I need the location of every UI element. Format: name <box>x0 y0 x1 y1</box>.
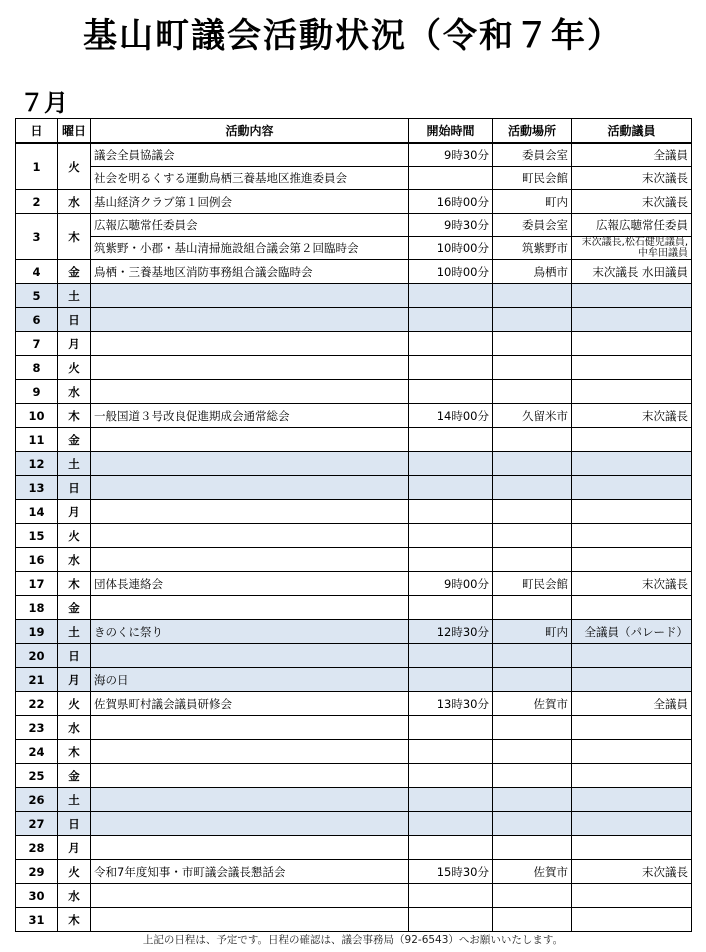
table-row <box>16 668 692 692</box>
members-cell <box>572 884 692 908</box>
table-row <box>16 812 692 836</box>
time-cell <box>409 812 493 836</box>
weekday-cell: 火 <box>58 143 91 190</box>
time-cell <box>409 167 493 190</box>
weekday-cell: 土 <box>58 284 91 308</box>
day-cell: 16 <box>16 548 58 572</box>
weekday-cell: 月 <box>58 332 91 356</box>
weekday-cell: 月 <box>58 836 91 860</box>
activity-cell: 筑紫野・小郡・基山清掃施設組合議会第２回臨時会 <box>91 237 409 260</box>
time-cell <box>409 716 493 740</box>
place-cell <box>493 284 572 308</box>
members-cell <box>572 548 692 572</box>
table-row <box>16 620 692 644</box>
activity-cell <box>91 908 409 932</box>
time-cell <box>409 548 493 572</box>
day-cell: 23 <box>16 716 58 740</box>
time-cell <box>409 428 493 452</box>
members-cell <box>572 836 692 860</box>
time-cell: 9時30分 <box>409 143 493 167</box>
weekday-cell: 火 <box>58 860 91 884</box>
activity-cell: 団体長連絡会 <box>91 572 409 596</box>
day-cell: 21 <box>16 668 58 692</box>
members-cell: 末次議長 <box>572 167 692 190</box>
table-row <box>16 260 692 284</box>
activity-cell <box>91 764 409 788</box>
day-cell: 7 <box>16 332 58 356</box>
activity-cell <box>91 836 409 860</box>
members-cell <box>572 428 692 452</box>
table-row <box>16 764 692 788</box>
day-cell: 3 <box>16 214 58 260</box>
place-cell: 町内 <box>493 190 572 214</box>
weekday-cell: 土 <box>58 788 91 812</box>
header-weekday: 曜日 <box>58 119 91 144</box>
activity-cell <box>91 548 409 572</box>
place-cell <box>493 812 572 836</box>
time-cell: 16時00分 <box>409 190 493 214</box>
activity-cell: 佐賀県町村議会議員研修会 <box>91 692 409 716</box>
activity-cell: 基山経済クラブ第１回例会 <box>91 190 409 214</box>
day-cell: 26 <box>16 788 58 812</box>
place-cell <box>493 308 572 332</box>
weekday-cell: 日 <box>58 812 91 836</box>
activity-cell <box>91 740 409 764</box>
schedule-table <box>15 118 692 932</box>
members-cell: 末次議長 <box>572 190 692 214</box>
day-cell: 14 <box>16 500 58 524</box>
weekday-cell: 木 <box>58 740 91 764</box>
members-cell <box>572 716 692 740</box>
place-cell: 町民会館 <box>493 167 572 190</box>
activity-cell: 一般国道３号改良促進期成会通常総会 <box>91 404 409 428</box>
day-cell: 24 <box>16 740 58 764</box>
table-row <box>16 214 692 237</box>
day-cell: 5 <box>16 284 58 308</box>
activity-cell <box>91 716 409 740</box>
members-cell: 末次議長 水田議員 <box>572 260 692 284</box>
weekday-cell: 火 <box>58 692 91 716</box>
members-cell: 末次議長,松石健児議員,中牟田議員 <box>572 237 692 260</box>
header-members: 活動議員 <box>572 119 692 144</box>
time-cell: 12時30分 <box>409 620 493 644</box>
weekday-cell: 金 <box>58 764 91 788</box>
time-cell: 10時00分 <box>409 237 493 260</box>
time-cell: 10時00分 <box>409 260 493 284</box>
table-row <box>16 884 692 908</box>
table-row <box>16 308 692 332</box>
time-cell <box>409 356 493 380</box>
day-cell: 20 <box>16 644 58 668</box>
place-cell <box>493 668 572 692</box>
place-cell <box>493 644 572 668</box>
activity-cell <box>91 812 409 836</box>
day-cell: 8 <box>16 356 58 380</box>
table-row <box>16 237 692 260</box>
members-cell: 末次議長 <box>572 572 692 596</box>
place-cell <box>493 788 572 812</box>
table-row <box>16 190 692 214</box>
members-cell <box>572 308 692 332</box>
activity-cell: 議会全員協議会 <box>91 143 409 167</box>
day-cell: 22 <box>16 692 58 716</box>
page-title: 基山町議会活動状況（令和７年） <box>83 16 623 56</box>
members-cell: 末次議長 <box>572 860 692 884</box>
members-cell: 全議員 <box>572 692 692 716</box>
weekday-cell: 木 <box>58 404 91 428</box>
day-cell: 13 <box>16 476 58 500</box>
place-cell: 委員会室 <box>493 143 572 167</box>
members-cell <box>572 812 692 836</box>
weekday-cell: 日 <box>58 476 91 500</box>
header-day: 日 <box>16 119 58 144</box>
activity-cell <box>91 452 409 476</box>
day-cell: 9 <box>16 380 58 404</box>
members-cell <box>572 380 692 404</box>
time-cell <box>409 740 493 764</box>
place-cell: 久留米市 <box>493 404 572 428</box>
weekday-cell: 火 <box>58 524 91 548</box>
activity-cell: 広報広聴常任委員会 <box>91 214 409 237</box>
members-cell: 広報広聴常任委員 <box>572 214 692 237</box>
time-cell <box>409 284 493 308</box>
weekday-cell: 水 <box>58 884 91 908</box>
activity-cell <box>91 596 409 620</box>
time-cell <box>409 308 493 332</box>
members-cell <box>572 500 692 524</box>
activity-cell <box>91 284 409 308</box>
time-cell <box>409 884 493 908</box>
time-cell <box>409 332 493 356</box>
time-cell: 13時30分 <box>409 692 493 716</box>
weekday-cell: 木 <box>58 214 91 260</box>
members-cell <box>572 356 692 380</box>
day-cell: 28 <box>16 836 58 860</box>
place-cell <box>493 500 572 524</box>
activity-cell <box>91 884 409 908</box>
table-row <box>16 548 692 572</box>
activity-cell <box>91 332 409 356</box>
time-cell: 14時00分 <box>409 404 493 428</box>
activity-cell <box>91 500 409 524</box>
members-cell <box>572 332 692 356</box>
day-cell: 2 <box>16 190 58 214</box>
table-row <box>16 428 692 452</box>
place-cell: 町民会館 <box>493 572 572 596</box>
weekday-cell: 日 <box>58 644 91 668</box>
day-cell: 25 <box>16 764 58 788</box>
place-cell <box>493 716 572 740</box>
members-cell <box>572 452 692 476</box>
time-cell <box>409 764 493 788</box>
members-cell: 末次議長 <box>572 404 692 428</box>
place-cell <box>493 740 572 764</box>
place-cell <box>493 908 572 932</box>
activity-cell <box>91 524 409 548</box>
time-cell: 9時00分 <box>409 572 493 596</box>
time-cell <box>409 476 493 500</box>
activity-cell: 鳥栖・三養基地区消防事務組合議会臨時会 <box>91 260 409 284</box>
time-cell <box>409 644 493 668</box>
members-cell <box>572 908 692 932</box>
place-cell <box>493 596 572 620</box>
table-row <box>16 284 692 308</box>
members-cell <box>572 764 692 788</box>
weekday-cell: 水 <box>58 716 91 740</box>
activity-cell <box>91 308 409 332</box>
day-cell: 11 <box>16 428 58 452</box>
header-place: 活動場所 <box>493 119 572 144</box>
time-cell <box>409 788 493 812</box>
header-row <box>16 119 692 144</box>
day-cell: 10 <box>16 404 58 428</box>
time-cell: 9時30分 <box>409 214 493 237</box>
time-cell <box>409 596 493 620</box>
table-row <box>16 500 692 524</box>
weekday-cell: 日 <box>58 308 91 332</box>
table-row <box>16 740 692 764</box>
table-row <box>16 860 692 884</box>
table-row <box>16 404 692 428</box>
time-cell <box>409 380 493 404</box>
members-cell <box>572 740 692 764</box>
weekday-cell: 木 <box>58 572 91 596</box>
time-cell <box>409 452 493 476</box>
activity-cell <box>91 788 409 812</box>
members-cell <box>572 284 692 308</box>
activity-cell: 令和7年度知事・市町議会議長懇話会 <box>91 860 409 884</box>
place-cell <box>493 356 572 380</box>
members-cell <box>572 788 692 812</box>
members-cell: 全議員 <box>572 143 692 167</box>
day-cell: 17 <box>16 572 58 596</box>
time-cell <box>409 836 493 860</box>
day-cell: 1 <box>16 143 58 190</box>
day-cell: 27 <box>16 812 58 836</box>
table-row <box>16 167 692 190</box>
weekday-cell: 月 <box>58 668 91 692</box>
table-row <box>16 332 692 356</box>
place-cell <box>493 836 572 860</box>
place-cell <box>493 452 572 476</box>
place-cell <box>493 380 572 404</box>
day-cell: 4 <box>16 260 58 284</box>
members-cell <box>572 476 692 500</box>
table-row <box>16 380 692 404</box>
activity-cell <box>91 428 409 452</box>
place-cell <box>493 548 572 572</box>
weekday-cell: 火 <box>58 356 91 380</box>
time-cell <box>409 668 493 692</box>
place-cell: 鳥栖市 <box>493 260 572 284</box>
place-cell <box>493 524 572 548</box>
activity-cell: きのくに祭り <box>91 620 409 644</box>
table-row <box>16 524 692 548</box>
activity-cell <box>91 644 409 668</box>
place-cell: 佐賀市 <box>493 860 572 884</box>
weekday-cell: 金 <box>58 260 91 284</box>
table-row <box>16 692 692 716</box>
members-cell <box>572 644 692 668</box>
place-cell: 筑紫野市 <box>493 237 572 260</box>
table-row <box>16 836 692 860</box>
day-cell: 18 <box>16 596 58 620</box>
schedule-body <box>16 143 692 932</box>
place-cell: 町内 <box>493 620 572 644</box>
day-cell: 19 <box>16 620 58 644</box>
footer-note: 上記の日程は、予定です。日程の確認は、議会事務局（92-6543）へお願いいたします。 <box>142 934 564 946</box>
place-cell <box>493 764 572 788</box>
time-cell: 15時30分 <box>409 860 493 884</box>
table-row <box>16 476 692 500</box>
table-row <box>16 716 692 740</box>
weekday-cell: 水 <box>58 190 91 214</box>
day-cell: 29 <box>16 860 58 884</box>
day-cell: 30 <box>16 884 58 908</box>
place-cell <box>493 884 572 908</box>
members-cell <box>572 668 692 692</box>
members-cell <box>572 524 692 548</box>
table-row <box>16 596 692 620</box>
table-row <box>16 788 692 812</box>
table-row <box>16 143 692 167</box>
weekday-cell: 水 <box>58 548 91 572</box>
weekday-cell: 木 <box>58 908 91 932</box>
time-cell <box>409 524 493 548</box>
time-cell <box>409 908 493 932</box>
day-cell: 12 <box>16 452 58 476</box>
activity-cell <box>91 356 409 380</box>
table-row <box>16 908 692 932</box>
activity-cell <box>91 476 409 500</box>
table-row <box>16 452 692 476</box>
activity-cell: 社会を明るくする運動鳥栖三養基地区推進委員会 <box>91 167 409 190</box>
weekday-cell: 月 <box>58 500 91 524</box>
month-label: ７月 <box>20 89 68 117</box>
activity-cell: 海の日 <box>91 668 409 692</box>
members-cell <box>572 596 692 620</box>
weekday-cell: 水 <box>58 380 91 404</box>
place-cell: 佐賀市 <box>493 692 572 716</box>
place-cell: 委員会室 <box>493 214 572 237</box>
members-cell: 全議員（パレード） <box>572 620 692 644</box>
table-row <box>16 356 692 380</box>
time-cell <box>409 500 493 524</box>
day-cell: 6 <box>16 308 58 332</box>
table-row <box>16 572 692 596</box>
header-activity: 活動内容 <box>91 119 409 144</box>
day-cell: 31 <box>16 908 58 932</box>
header-time: 開始時間 <box>409 119 493 144</box>
place-cell <box>493 332 572 356</box>
weekday-cell: 金 <box>58 596 91 620</box>
activity-cell <box>91 380 409 404</box>
place-cell <box>493 428 572 452</box>
day-cell: 15 <box>16 524 58 548</box>
table-row <box>16 644 692 668</box>
weekday-cell: 土 <box>58 620 91 644</box>
place-cell <box>493 476 572 500</box>
weekday-cell: 金 <box>58 428 91 452</box>
weekday-cell: 土 <box>58 452 91 476</box>
